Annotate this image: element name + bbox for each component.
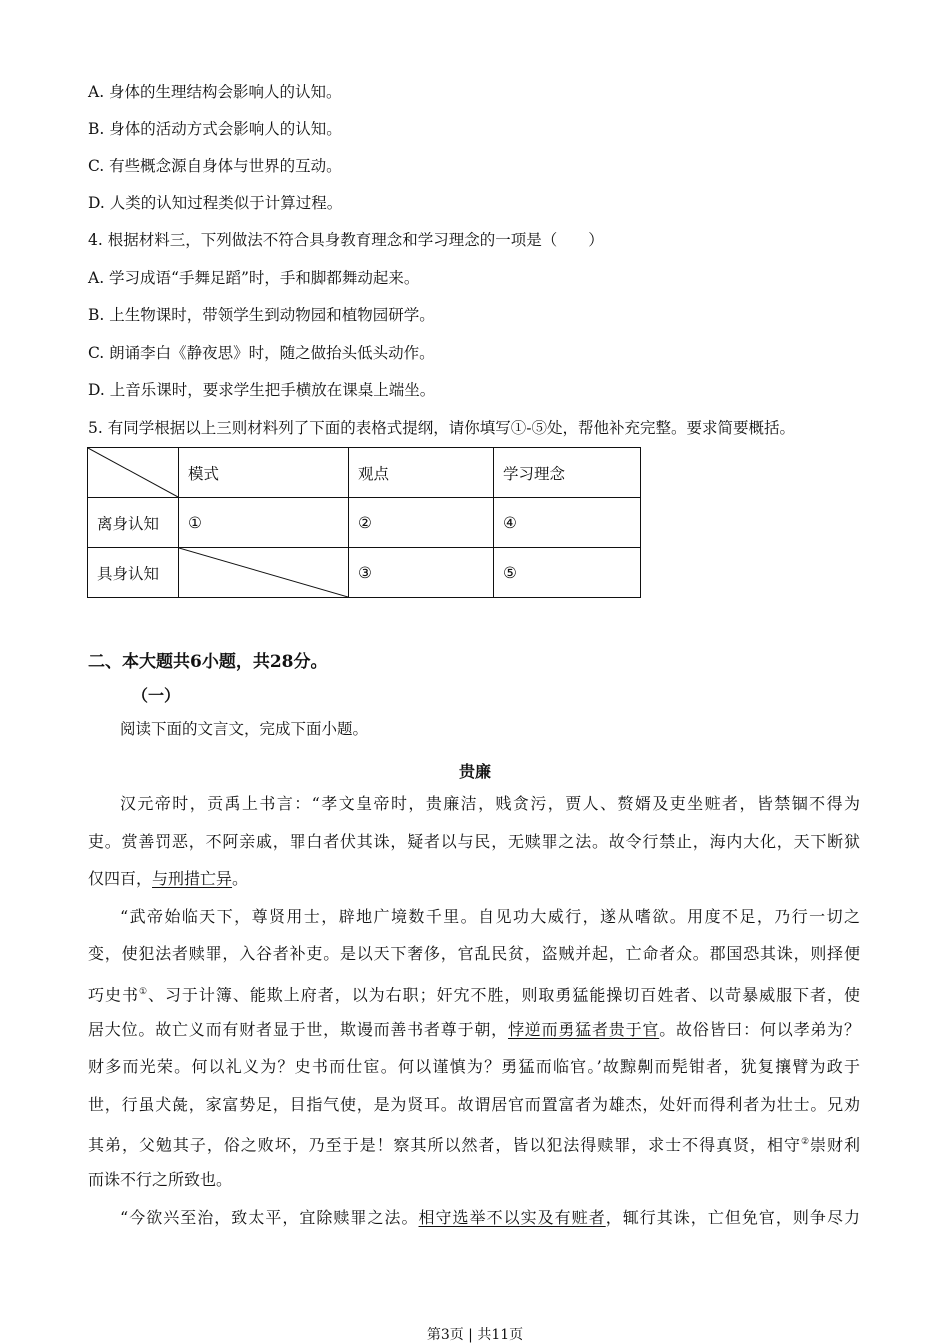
passage-line xyxy=(120,907,860,927)
subsection-label: （一） xyxy=(132,686,181,705)
line-text: 其弟，父勉其子，俗之败坏，乃至于是！察其所以然者，皆以犯法得赎罪，求士不得真贤，相守 xyxy=(88,1135,801,1155)
line-text: 居大位。故亡义而有财者显于世，欺谩而善书者尊于朝， xyxy=(88,1019,508,1039)
blank-3: ③ xyxy=(349,548,494,598)
passage-line xyxy=(88,1132,860,1155)
line-text: 崇财利 xyxy=(810,1135,860,1155)
passage-line xyxy=(88,1057,860,1077)
line-text: 而诛不行之所致也。 xyxy=(88,1170,233,1189)
passage-line xyxy=(88,1170,860,1190)
reading-instruction: 阅读下面的文言文，完成下面小题。 xyxy=(120,720,369,738)
q4-option-b: B. 上生物课时，带领学生到动物园和植物园研学。 xyxy=(88,306,435,324)
line-text: “武帝始临天下，尊贤用士，辟地广境数千里。自见功大威行，遂从嗜欲。用度不足，乃行一切之 xyxy=(120,906,860,926)
line-text: “今欲兴至治，致太平，宜除赎罪之法。 xyxy=(120,1207,419,1227)
blank-4: ④ xyxy=(494,498,641,548)
passage-line xyxy=(88,832,860,852)
line-text: 。 xyxy=(232,869,249,889)
line-text: 。故俗皆曰：何以孝弟为？ xyxy=(659,1019,860,1039)
underlined-sentence: 相守选举不以实及有赃者 xyxy=(418,1207,606,1227)
line-text: 变，使犯法者赎罪，入谷者补吏。是以天下奢侈，官乱民贫，盗贼并起，亡命者众。郡国恐其诛，则择便 xyxy=(88,944,860,964)
passage-line xyxy=(88,944,860,964)
row-label: 离身认知 xyxy=(88,498,179,548)
blank-1: ① xyxy=(179,498,349,548)
passage-line xyxy=(88,1020,860,1040)
q3-option-a: A. 身体的生理结构会影响人的认知。 xyxy=(88,83,342,101)
passage-line xyxy=(88,1095,860,1115)
q4-option-a: A. 学习成语“手舞足蹈”时，手和脚都舞动起来。 xyxy=(88,269,420,287)
header-mode: 模式 xyxy=(179,448,349,498)
header-view: 观点 xyxy=(349,448,494,498)
footnote-marker: ① xyxy=(138,987,148,997)
line-text: 吏。赏善罚恶，不阿亲戚，罪白者伏其诛，疑者以与民，无赎罪之法。故令行禁止，海内大化，天下断狱 xyxy=(88,831,860,851)
q4-option-c: C. 朗诵李白《静夜思》时，随之做抬头低头动作。 xyxy=(88,344,435,362)
q3-option-c: C. 有些概念源自身体与世界的互动。 xyxy=(88,157,342,175)
passage-line xyxy=(120,794,860,814)
corner-diagonal-cell xyxy=(88,448,179,498)
q3-option-b: B. 身体的活动方式会影响人的认知。 xyxy=(88,120,342,138)
line-text: 世，行虽犬彘，家富势足，目指气使，是为贤耳。故谓居官而置富者为雄杰，处奸而得利者为壮士。兄劝 xyxy=(88,1094,860,1114)
section-heading: 二、本大题共6小题，共28分。 xyxy=(88,652,328,672)
line-text: 、习于计簿、能欺上府者，以为右职；奸宄不胜，则取勇猛能操切百姓者、以苛暴威服下者，使 xyxy=(147,985,860,1005)
page-footer: 第3页 | 共11页 xyxy=(426,1327,524,1343)
underlined-sentence: 悖逆而勇猛者贵于官 xyxy=(507,1019,660,1039)
outline-table xyxy=(87,447,641,598)
q5-stem: 5. 有同学根据以上三则材料列了下面的表格式提纲，请你填写①-⑤处，帮他补充完整。要求简要概括。 xyxy=(88,419,795,437)
underlined-sentence: 与刑措亡异 xyxy=(152,869,233,889)
passage-line xyxy=(88,869,860,889)
header-learning-concept: 学习理念 xyxy=(494,448,641,498)
q4-option-d: D. 上音乐课时，要求学生把手横放在课桌上端坐。 xyxy=(88,381,436,399)
passage-line xyxy=(120,1208,860,1228)
q4-stem: 4. 根据材料三，下列做法不符合具身教育理念和学习理念的一项是（ ） xyxy=(88,231,604,249)
blank-2: ② xyxy=(349,498,494,548)
line-text: 仅四百， xyxy=(88,869,153,889)
line-text: 财多而光荣。何以礼义为？史书而仕宦。何以谨慎为？勇猛而临官。’故黥劓而髡钳者，犹复攘臂为政于 xyxy=(88,1057,860,1077)
line-text: 巧史书 xyxy=(88,985,139,1005)
q3-option-d: D. 人类的认知过程类似于计算过程。 xyxy=(88,194,343,212)
passage-line xyxy=(88,982,860,1005)
passage-title: 贵廉 xyxy=(458,762,491,781)
row-label: 具身认知 xyxy=(88,548,179,598)
line-text: 汉元帝时，贡禹上书言：“孝文皇帝时，贵廉洁，贱贪污，贾人、赘婿及吏坐赃者，皆禁锢不得为 xyxy=(120,794,860,813)
empty-diagonal-cell xyxy=(179,548,349,598)
blank-5: ⑤ xyxy=(494,548,641,598)
line-text: ，辄行其诛，亡但免官，则争尽力 xyxy=(605,1207,860,1227)
footnote-marker: ② xyxy=(800,1137,811,1148)
